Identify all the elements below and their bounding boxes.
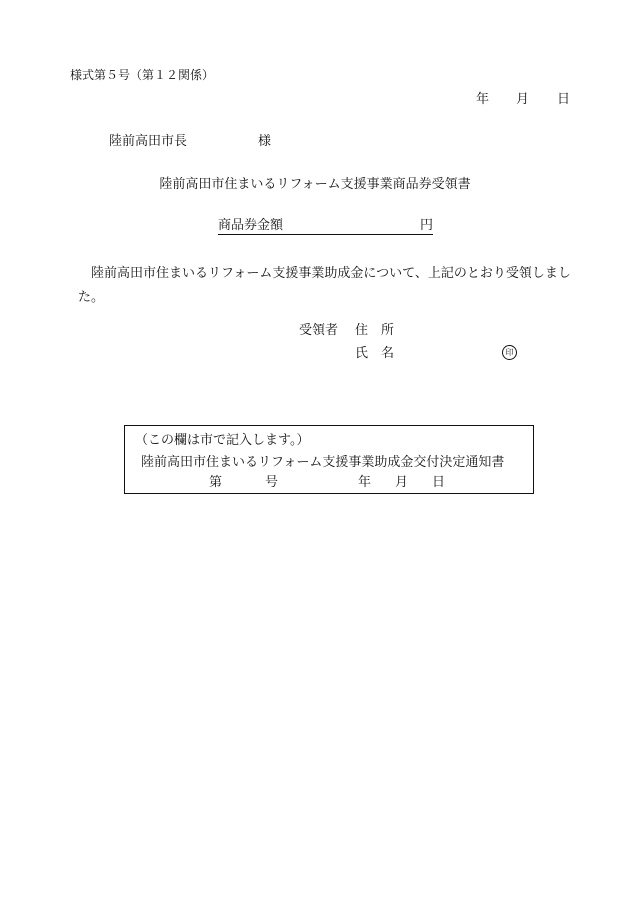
- address-label: 住 所: [355, 323, 395, 338]
- form-number: 様式第５号（第１２関係）: [70, 68, 215, 82]
- notice-year-label: 年: [358, 475, 372, 490]
- document-title: 陸前高田市住まいるリフォーム支援事業商品券受領書: [159, 177, 471, 192]
- recipient-label: 受領者: [299, 323, 339, 338]
- notice-note: （この欄は市で記入します。）: [135, 433, 310, 448]
- date-month-label: 月: [516, 92, 530, 107]
- notice-number-suffix: 号: [265, 475, 279, 490]
- addressee-honorific: 様: [258, 134, 272, 149]
- amount-label: 商品券金額: [218, 218, 284, 233]
- notice-day-label: 日: [432, 475, 446, 490]
- name-label: 氏 名: [355, 346, 395, 361]
- body-text: 陸前高田市住まいるリフォーム支援事業助成金について、上記のとおり受領しました。: [78, 266, 571, 305]
- amount-unit: 円: [419, 218, 433, 233]
- amount-line: [218, 219, 433, 235]
- date-year-label: 年: [476, 92, 490, 107]
- notice-month-label: 月: [395, 475, 409, 490]
- notice-box: [124, 425, 534, 494]
- notice-title: 陸前高田市住まいるリフォーム支援事業助成金交付決定通知書: [141, 455, 505, 470]
- seal-mark: 印: [502, 345, 517, 360]
- notice-number-prefix: 第: [209, 475, 223, 490]
- addressee-name: 陸前高田市長: [109, 134, 188, 149]
- date-day-label: 日: [557, 92, 571, 107]
